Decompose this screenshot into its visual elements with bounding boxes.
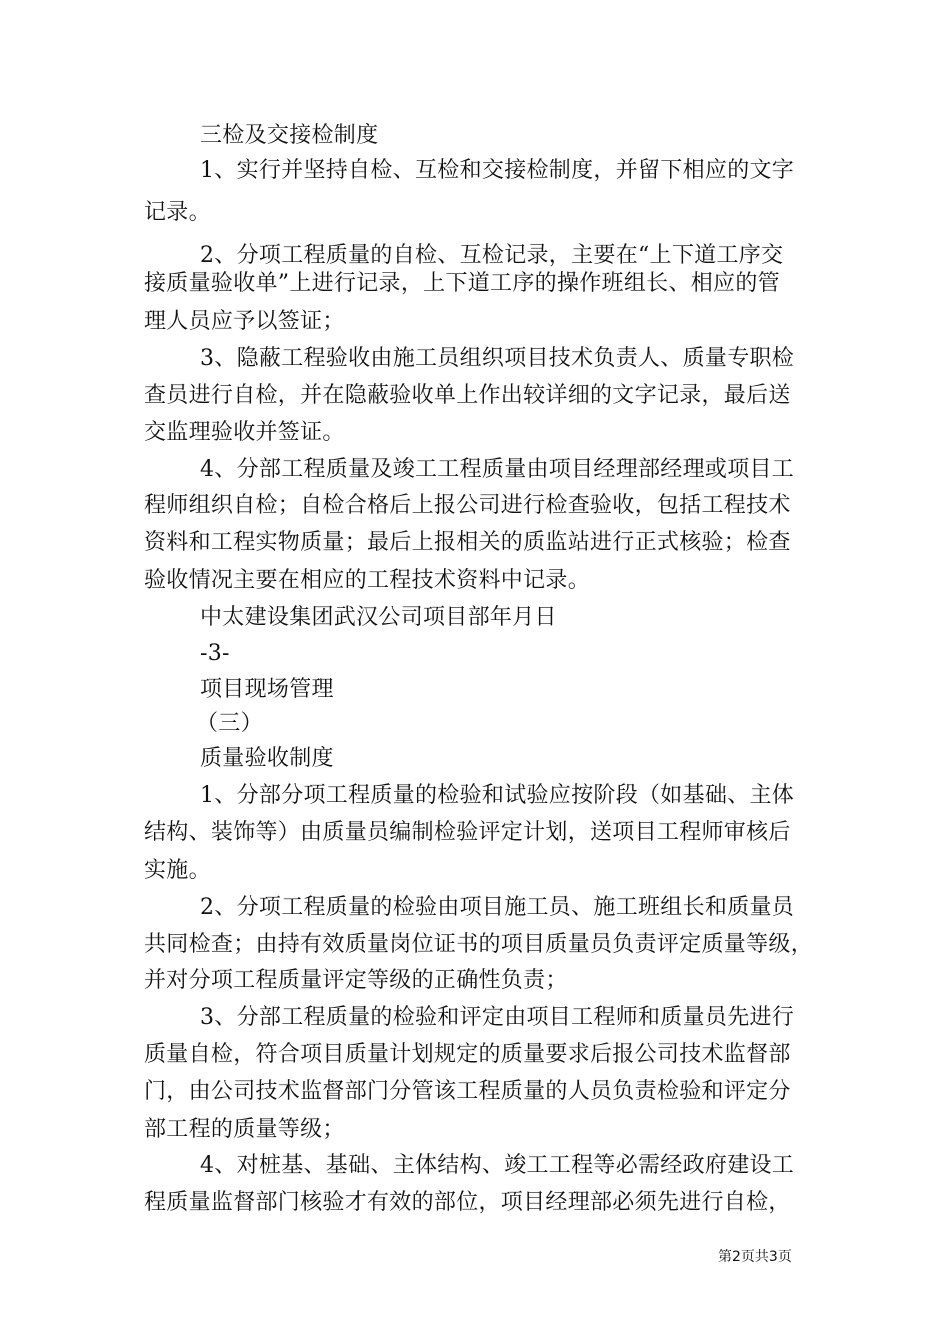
paragraph-line: 实施。 <box>144 858 211 883</box>
paragraph-line: 交监理验收并签证。 <box>144 420 345 445</box>
paragraph-line: 1、实行并坚持自检、互检和交接检制度，并留下相应的文字 <box>200 158 795 183</box>
paragraph-line: 门，由公司技术监督部门分管该工程质量的人员负责检验和评定分 <box>144 1079 791 1104</box>
paragraph-line: 验收情况主要在相应的工程技术资料中记录。 <box>144 568 591 593</box>
paragraph-line: 记录。 <box>144 200 211 225</box>
paragraph-line: 2、分项工程质量的自检、互检记录，主要在“上下道工序交 <box>200 243 784 268</box>
paragraph-line: 部工程的质量等级； <box>144 1117 345 1142</box>
paragraph-line: 3、隐蔽工程验收由施工员组织项目技术负责人、质量专职检 <box>200 346 795 371</box>
page-footer: 第2页共3页 <box>718 1249 792 1265</box>
paragraph-line: 理人员应予以签证； <box>144 309 345 334</box>
paragraph-line: 并对分项工程质量评定等级的正确性负责； <box>144 968 568 993</box>
paragraph-line: 2、分项工程质量的检验由项目施工员、施工班组长和质量员 <box>200 895 795 920</box>
signature-line: 中太建设集团武汉公司项目部年月日 <box>200 605 557 630</box>
paragraph-line: 质量自检，符合项目质量计划规定的质量要求后报公司技术监督部 <box>144 1042 791 1067</box>
paragraph-line: 程师组织自检；自检合格后上报公司进行检查验收，包括工程技术 <box>144 493 791 518</box>
paragraph-line: 4、对桩基、基础、主体结构、竣工工程等必需经政府建设工 <box>200 1153 795 1178</box>
section-number: （三） <box>196 711 263 736</box>
paragraph-line: 结构、装饰等）由质量员编制检验评定计划，送项目工程师审核后 <box>144 820 791 845</box>
paragraph-line: 1、分部分项工程质量的检验和试验应按阶段（如基础、主体 <box>200 783 795 808</box>
paragraph-line: 接质量验收单”上进行记录，上下道工序的操作班组长、相应的管 <box>144 271 780 296</box>
section-heading: 质量验收制度 <box>200 746 334 771</box>
paragraph-line: 4、分部工程质量及竣工工程质量由项目经理部经理或项目工 <box>200 457 795 482</box>
page-number-inline: -3- <box>200 641 230 666</box>
paragraph-line: 共同检查；由持有效质量岗位证书的项目质量员负责评定质量等级， <box>144 932 814 957</box>
section-heading: 三检及交接检制度 <box>200 123 379 148</box>
paragraph-line: 3、分部工程质量的检验和评定由项目工程师和质量员先进行 <box>200 1005 795 1030</box>
section-heading: 项目现场管理 <box>200 677 334 702</box>
paragraph-line: 程质量监督部门核验才有效的部位，项目经理部必须先进行自检， <box>144 1190 791 1215</box>
paragraph-line: 查员进行自检，并在隐蔽验收单上作出较详细的文字记录，最后送 <box>144 383 791 408</box>
paragraph-line: 资料和工程实物质量；最后上报相关的质监站进行正式核验；检查 <box>144 530 791 555</box>
